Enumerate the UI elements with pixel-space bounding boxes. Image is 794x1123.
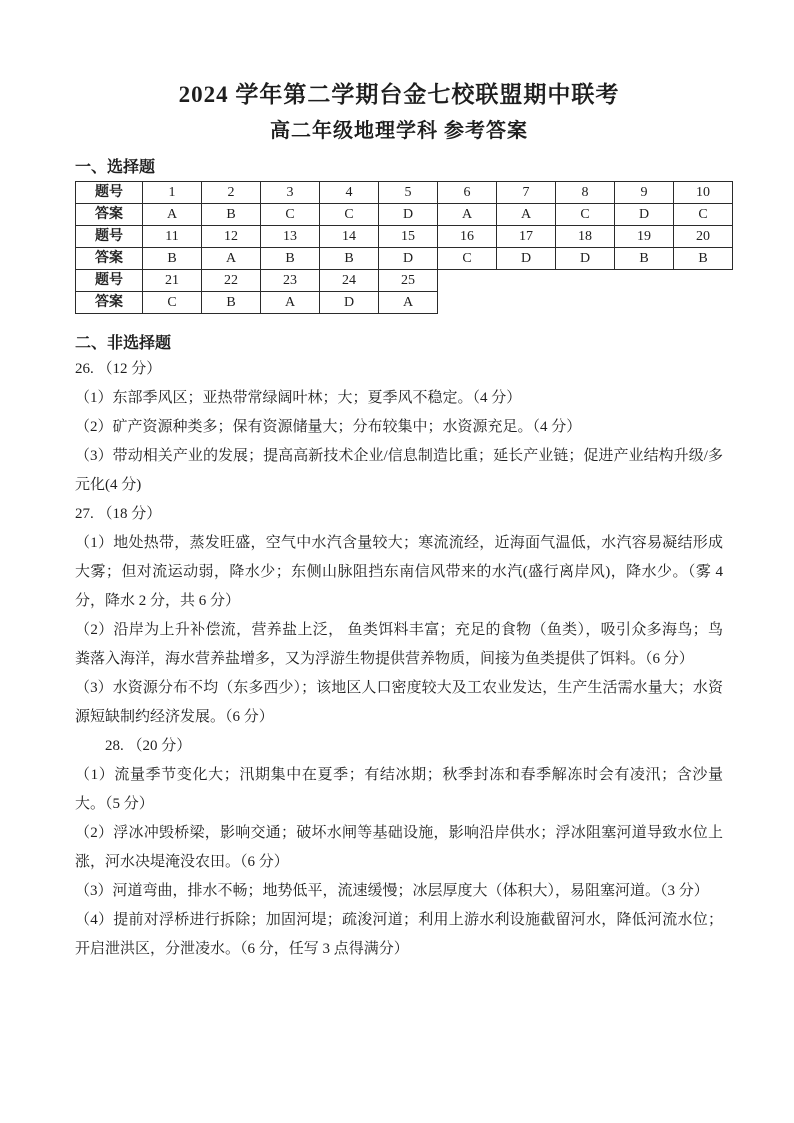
answer-cell: B: [615, 248, 674, 270]
answer-cell: C: [674, 204, 733, 226]
row-header: 答案: [76, 204, 143, 226]
answer-cell: C: [143, 292, 202, 314]
answer-paragraph: （1）东部季风区；亚热带常绿阔叶林；大；夏季风不稳定。（4 分）: [75, 390, 522, 407]
answer-paragraph: （2）沿岸为上升补偿流，营养盐上泛， 鱼类饵料丰富；充足的食物（鱼类），吸引众多海鸟；鸟粪落入海洋，海水营养盐增多，又为浮游生物提供营养物质，间接为鱼类提供了饵料。（6 分）: [75, 622, 723, 668]
question-number-cell: 11: [143, 226, 202, 248]
answer-paragraph: （2）矿产资源种类多；保有资源储量大；分布较集中；水资源充足。（4 分）: [75, 419, 582, 436]
row-header: 答案: [76, 292, 143, 314]
question-number-cell: 20: [674, 226, 733, 248]
question-number-cell: 3: [261, 182, 320, 204]
question-number-cell: 16: [438, 226, 497, 248]
question-number-cell: 17: [497, 226, 556, 248]
question-number-cell: 13: [261, 226, 320, 248]
question-number-cell: 15: [379, 226, 438, 248]
row-header: 题号: [76, 226, 143, 248]
answer-cell: C: [320, 204, 379, 226]
answer-cell: D: [497, 248, 556, 270]
question-number-cell: 5: [379, 182, 438, 204]
answer-cell: B: [320, 248, 379, 270]
question-number-cell: 10: [674, 182, 733, 204]
table-row: [76, 270, 733, 292]
table-row: [76, 248, 733, 270]
question-number-cell: 8: [556, 182, 615, 204]
answer-cell: A: [438, 204, 497, 226]
answer-cell: B: [143, 248, 202, 270]
question-number-cell: 25: [379, 270, 438, 292]
section-heading-free-response: 二、非选择题: [75, 335, 172, 353]
question-number-cell: 21: [143, 270, 202, 292]
answer-cell: C: [438, 248, 497, 270]
answer-paragraph: 26. （12 分）: [75, 361, 162, 378]
answer-table: [75, 181, 733, 314]
section-heading-choice: 一、选择题: [75, 158, 156, 176]
table-row: [76, 204, 733, 226]
row-header: 题号: [76, 182, 143, 204]
answer-cell: A: [379, 292, 438, 314]
row-header: 答案: [76, 248, 143, 270]
answer-cell: B: [202, 292, 261, 314]
answer-cell: A: [143, 204, 202, 226]
row-header: 题号: [76, 270, 143, 292]
answer-cell: A: [497, 204, 556, 226]
answer-cell: D: [320, 292, 379, 314]
table-row: [76, 182, 733, 204]
answer-paragraph: （3）河道弯曲，排水不畅；地势低平，流速缓慢；冰层厚度大（体积大），易阻塞河道。（3 分）: [75, 883, 709, 900]
answer-cell: B: [674, 248, 733, 270]
answer-paragraph: （1）地处热带，蒸发旺盛，空气中水汽含量较大；寒流流经，近海面气温低，水汽容易凝结形成大雾；但对流运动弱，降水少；东侧山脉阻挡东南信风带来的水汽(盛行离岸风)，降水少。（雾 4 分，降水 2 分，共 6 分）: [75, 535, 723, 610]
answer-cell: C: [261, 204, 320, 226]
table-row: [76, 226, 733, 248]
answer-cell: D: [379, 248, 438, 270]
answer-paragraph: （1）流量季节变化大；汛期集中在夏季；有结冰期；秋季封冻和春季解冻时会有凌汛；含沙量大。（5 分）: [75, 767, 723, 813]
answer-cell: A: [261, 292, 320, 314]
question-number-cell: 1: [143, 182, 202, 204]
question-number-cell: 23: [261, 270, 320, 292]
question-number-cell: 18: [556, 226, 615, 248]
question-number-cell: 6: [438, 182, 497, 204]
answer-cell: C: [556, 204, 615, 226]
answer-paragraph: 27. （18 分）: [75, 506, 162, 523]
question-number-cell: 2: [202, 182, 261, 204]
answer-paragraph: （3）水资源分布不均（东多西少）；该地区人口密度较大及工农业发达，生产生活需水量大；水资源短缺制约经济发展。（6 分）: [75, 680, 723, 726]
free-response-answers: [75, 355, 723, 964]
question-number-cell: 14: [320, 226, 379, 248]
answer-cell: D: [615, 204, 674, 226]
page-title: 2024 学年第二学期台金七校联盟期中联考: [178, 82, 620, 107]
answer-cell: A: [202, 248, 261, 270]
answer-cell: D: [556, 248, 615, 270]
question-number-cell: 9: [615, 182, 674, 204]
question-number-cell: 24: [320, 270, 379, 292]
answer-paragraph: 28. （20 分）: [105, 738, 192, 755]
page-subtitle: 高二年级地理学科 参考答案: [270, 119, 528, 142]
answer-cell: B: [261, 248, 320, 270]
question-number-cell: 7: [497, 182, 556, 204]
answer-cell: D: [379, 204, 438, 226]
answer-paragraph: （3）带动相关产业的发展；提高高新技术企业/信息制造比重；延长产业链；促进产业结构升级/多元化(4 分): [75, 448, 723, 494]
question-number-cell: 22: [202, 270, 261, 292]
question-number-cell: 19: [615, 226, 674, 248]
answer-paragraph: （4）提前对浮桥进行拆除；加固河堤；疏浚河道；利用上游水利设施截留河水，降低河流水位；开启泄洪区，分泄凌水。（6 分，任写 3 点得满分）: [75, 912, 723, 958]
table-row: [76, 292, 733, 314]
answer-paragraph: （2）浮冰冲毁桥梁，影响交通；破坏水闸等基础设施，影响沿岸供水；浮冰阻塞河道导致水位上涨，河水决堤淹没农田。（6 分）: [75, 825, 723, 871]
question-number-cell: 12: [202, 226, 261, 248]
question-number-cell: 4: [320, 182, 379, 204]
answer-cell: B: [202, 204, 261, 226]
